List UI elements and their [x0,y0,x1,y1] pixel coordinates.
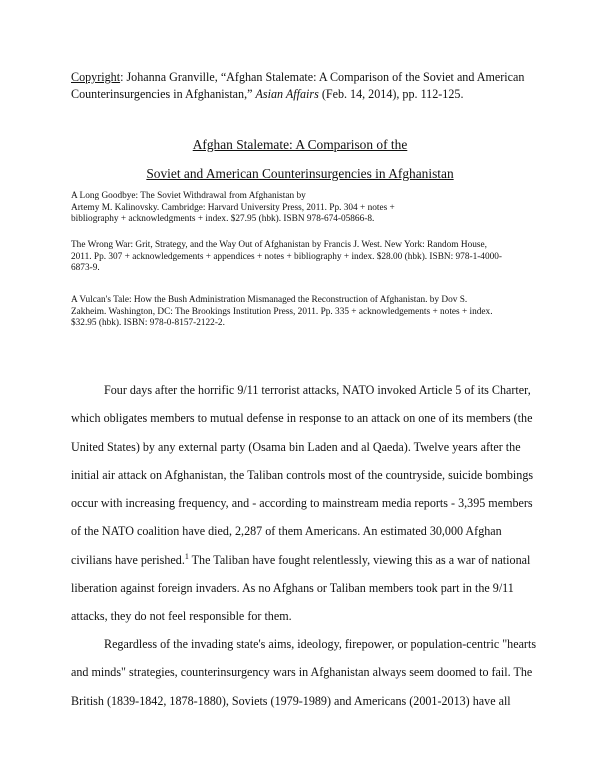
article-title-line-1: Afghan Stalemate: A Comparison of the [192,137,408,152]
paragraph-line: of the NATO coalition have died, 2,287 of them Americans. An estimated 30,000 Afghan [71,524,502,539]
reference-line: Zakheim. Washington, DC: The Brookings Institution Press, 2011. Pp. 335 + acknowledgements + notes + index. [71,306,493,317]
paragraph-line: and minds" strategies, counterinsurgency wars in Afghanistan always seem doomed to fail. The [71,665,533,680]
paragraph-line: British (1839-1842, 1878-1880), Soviets (1979-1989) and Americans (2001-2013) have all [71,693,511,708]
citation-text: : Johanna Granville, “Afghan Stalemate: A Comparison of the Soviet and American Counterinsurgencies in Afghanistan,” [71,70,525,101]
book-reference-2 [71,240,541,275]
reference-line: bibliography + acknowledgments + index. $27.95 (hbk). ISBN 978-674-05866-8. [71,214,375,225]
reference-line: A Long Goodbye: The Soviet Withdrawal from Afghanistan by [71,191,306,201]
copyright-label: Copyright [71,70,121,84]
reference-line: 6873-9. [71,263,100,274]
body-paragraph-1 [71,376,541,630]
paragraph-line: which obligates members to mutual defense in response to an attack on one of its members (the [71,411,533,426]
reference-line: The Wrong War: Grit, Strategy, and the Way Out of Afghanistan by Francis J. West. New York: Random House, [71,240,487,250]
paragraph-line: attacks, they do not feel responsible for them. [71,609,292,623]
paragraph-line: Four days after the horrific 9/11 terrorist attacks, NATO invoked Article 5 of its Charter, [104,383,531,397]
paragraph-line: occur with increasing frequency, and - according to mainstream media reports - 3,395 members [71,496,533,510]
journal-name: Asian Affairs [255,87,319,101]
line-text: civilians have perished. [71,552,185,567]
body-paragraph-2 [71,630,541,715]
paragraph-line: initial air attack on Afghanistan, the Taliban controls most of the countryside, suicide bombings [71,467,534,482]
paragraph-line: liberation against foreign invaders. As no Afghans or Taliban members took part in the 9/11 [71,580,514,595]
reference-line: Artemy M. Kalinovsky. Cambridge: Harvard University Press, 2011. Pp. 304 + notes + [71,202,395,213]
book-reference-3 [71,295,541,330]
reference-line: A Vulcan's Tale: How the Bush Administration Mismanaged the Reconstruction of Afghanistan. by Dov S. [71,295,468,305]
paragraph-line [71,546,541,574]
paragraph-line: Regardless of the invading state's aims, ideology, firepower, or population-centric "hearts [104,637,537,651]
footnote-marker[interactable]: 1 [184,551,189,561]
citation-pages: (Feb. 14, 2014), pp. 112-125. [318,87,464,101]
reference-line: $32.95 (hbk). ISBN: 978-0-8157-2122-2. [71,318,225,329]
reference-line: 2011. Pp. 307 + acknowledgements + appendices + notes + bibliography + index. $28.00 (hbk). ISBN: 978-1-4000- [71,251,502,262]
paragraph-line: United States) by any external party (Osama bin Laden and al Qaeda). Twelve years after the [71,439,521,454]
article-title-line-2: Soviet and American Counterinsurgencies in Afghanistan [146,166,454,181]
book-reference-1 [71,191,541,226]
line-text: The Taliban have fought relentlessly, viewing this as a war of national [188,552,531,567]
copyright-notice [71,69,541,103]
